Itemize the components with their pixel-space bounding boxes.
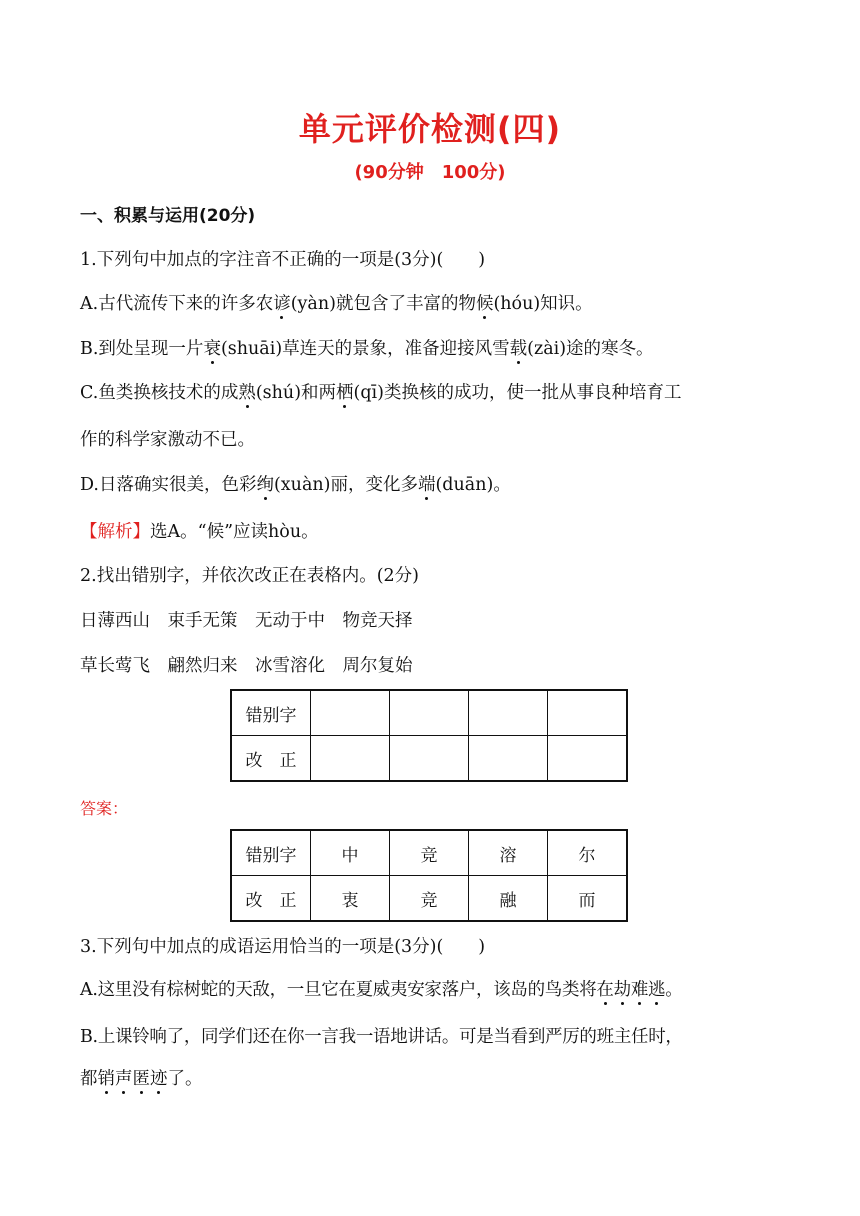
text-segment: C.鱼类换核技术的成 [80,383,239,403]
q1-option-d [80,472,800,498]
text-segment: B.到处呈现一片 [80,339,204,359]
text-segment: (hóu)知识。 [493,294,593,314]
dotted-char: 逃 [648,980,666,1000]
dotted-char: 销 [97,1069,115,1089]
blank-cell[interactable] [390,690,469,736]
page-title: 单元评价检测(四) [298,110,562,148]
text-segment: A.这里没有棕树蛇的天敌，一旦它在夏威夷安家落户，该岛的鸟类将 [80,980,597,1000]
text-segment: (xuàn)丽，变化多 [273,475,418,495]
q3-option-b: B.上课铃响了，同学们还在你一言我一语地讲话。可是当看到严厉的班主任时， [80,1027,683,1047]
dotted-char: 候 [475,294,494,314]
dotted-char: 匿 [132,1069,150,1089]
blank-cell[interactable] [548,736,628,782]
table-cell: 竞 [390,876,469,922]
q2-words-row2: 草长莺飞 翩然归来 冰雪溶化 周尔复始 [80,656,413,676]
q2-words-row1: 日薄西山 束手无策 无动于中 物竞天择 [80,611,413,631]
q1-option-a [80,291,800,317]
text-segment: (qī)类换核的成功，使一批从事良种培育工 [353,383,682,403]
analysis-tag: 【解析】 [80,522,150,542]
dotted-char: 在 [596,980,614,1000]
table-cell: 而 [548,876,628,922]
blank-cell[interactable] [390,736,469,782]
answer-label: 答案： [80,799,129,818]
table-header-cell: 错别字 [231,830,311,876]
text-segment: D.日落确实很美，色彩 [80,475,257,495]
table-header-cell: 错别字 [231,690,311,736]
table-cell: 尔 [548,830,628,876]
table-row [231,736,627,782]
dotted-char: 劫 [613,980,631,1000]
table-row [231,690,627,736]
q3-option-b-cont [80,1066,800,1092]
text-segment: A.古代流传下来的许多农 [80,294,274,314]
table-row [231,830,627,876]
text-segment: (shuāi)草连天的景象，准备迎接风雪 [220,339,510,359]
q1-analysis [80,519,800,545]
dotted-char: 衰 [203,339,221,359]
q3-option-a [80,977,800,1003]
text-segment: (zài)途的寒冬。 [527,339,654,359]
table-row [231,876,627,922]
dotted-char: 载 [509,339,528,359]
text-segment: (shú)和两 [255,383,337,403]
dotted-char: 熟 [238,383,256,403]
q1-option-c [80,380,800,406]
table-cell: 竞 [390,830,469,876]
answer-table-filled [230,829,628,922]
blank-cell[interactable] [311,736,390,782]
section-heading: 一、积累与运用(20分) [80,206,256,226]
q1-option-c-cont: 作的科学家激动不已。 [80,430,255,450]
table-header-cell: 改 正 [231,876,311,922]
table-cell: 溶 [469,830,548,876]
dotted-char: 难 [630,980,649,1000]
dotted-char: 谚 [273,294,291,314]
table-header-cell: 改 正 [231,736,311,782]
text-segment: (yàn)就包含了丰富的物 [290,294,476,314]
q1-option-b [80,336,800,362]
dotted-char: 栖 [336,383,354,403]
dotted-char: 声 [115,1069,133,1089]
text-segment: 都 [80,1069,98,1089]
page-subtitle: (90分钟 100分) [354,162,506,183]
table-cell: 中 [311,830,390,876]
dotted-char: 绚 [256,475,274,495]
text-segment: (duān)。 [435,475,511,495]
q1-stem: 1.下列句中加点的字注音不正确的一项是(3分)( ) [80,250,486,270]
q3-stem: 3.下列句中加点的成语运用恰当的一项是(3分)( ) [80,937,486,957]
dotted-char: 迹 [150,1069,168,1089]
answer-table-blank [230,689,628,782]
analysis-text: 选A。“候”应读hòu。 [150,522,319,542]
q2-stem: 2.找出错别字，并依次改正在表格内。(2分) [80,566,419,586]
text-segment: 。 [665,980,683,1000]
table-cell: 融 [469,876,548,922]
text-segment: 了。 [167,1069,203,1089]
blank-cell[interactable] [469,736,548,782]
blank-cell[interactable] [311,690,390,736]
dotted-char: 端 [417,475,436,495]
table-cell: 衷 [311,876,390,922]
blank-cell[interactable] [469,690,548,736]
blank-cell[interactable] [548,690,628,736]
